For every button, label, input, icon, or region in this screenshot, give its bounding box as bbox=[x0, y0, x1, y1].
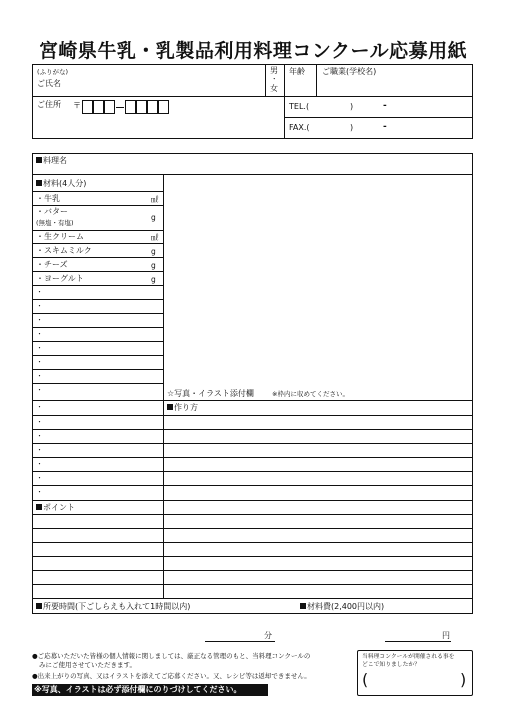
photo-attachment-area[interactable] bbox=[165, 176, 471, 386]
ingredient-unit: ㎖ bbox=[151, 195, 159, 204]
row-line bbox=[32, 257, 163, 258]
dish-name-field[interactable] bbox=[80, 155, 470, 172]
black-square-icon bbox=[36, 603, 42, 609]
occupation-label: ご職業(学校名) bbox=[322, 67, 377, 76]
row-line bbox=[32, 271, 163, 272]
cost-unit: 円 bbox=[442, 631, 450, 640]
row-line bbox=[32, 443, 473, 444]
row-line bbox=[32, 383, 163, 384]
row-line bbox=[32, 369, 163, 370]
item-marker: ・ bbox=[36, 432, 43, 440]
item-marker: ・ bbox=[36, 418, 43, 426]
item-marker: ・ bbox=[36, 372, 43, 380]
point-label: ポイント bbox=[36, 504, 75, 512]
tel-field[interactable] bbox=[313, 100, 468, 115]
row-line bbox=[32, 415, 473, 416]
row-line bbox=[32, 327, 163, 328]
postal-code-box[interactable] bbox=[104, 100, 115, 114]
row-line bbox=[32, 570, 473, 571]
ingredient-unit: g bbox=[151, 261, 156, 270]
age-label: 年齢 bbox=[289, 67, 305, 76]
address-label: ご住所 bbox=[37, 100, 61, 109]
item-marker: ・ bbox=[36, 403, 43, 411]
divider bbox=[32, 400, 473, 401]
survey-question-line1: 当料理コンクールが開催される事を bbox=[362, 654, 455, 660]
row-line bbox=[32, 205, 163, 206]
black-square-icon bbox=[36, 504, 42, 510]
photo-note-line: ●出来上がりの写真、又はイラストを添えてご応募ください。又、レシピ等は返却できません。 bbox=[32, 672, 311, 680]
time-label: 所要時間(下ごしらえも入れて1時間以内) bbox=[36, 603, 190, 611]
row-line bbox=[32, 485, 473, 486]
ingredient-unit: g bbox=[151, 213, 156, 222]
black-square-icon bbox=[36, 180, 42, 186]
cost-label: 材料費(2,400円以内) bbox=[300, 603, 384, 611]
row-line bbox=[32, 584, 473, 585]
ingredient-name: ・バター bbox=[36, 207, 68, 216]
name-label: ご氏名 bbox=[37, 79, 61, 88]
photo-label: ☆写真・イラスト添付欄 bbox=[167, 389, 254, 398]
item-marker: ・ bbox=[36, 330, 43, 338]
postal-code-box[interactable] bbox=[125, 100, 136, 114]
postal-code-box[interactable] bbox=[93, 100, 104, 114]
black-square-icon bbox=[300, 603, 306, 609]
black-square-icon bbox=[167, 404, 173, 410]
ingredient-unit: g bbox=[151, 275, 156, 284]
row-line bbox=[32, 299, 163, 300]
fax-paren-close: ) bbox=[350, 123, 354, 132]
fax-field[interactable] bbox=[313, 121, 468, 136]
divider bbox=[284, 117, 473, 118]
black-square-icon bbox=[36, 157, 42, 163]
item-marker: ・ bbox=[36, 488, 43, 496]
survey-question-line2: どこで知りましたか？ bbox=[362, 662, 420, 668]
cost-underline bbox=[385, 641, 451, 642]
row-line bbox=[32, 313, 163, 314]
cost-field[interactable] bbox=[385, 628, 440, 640]
gender-separator: ・ bbox=[271, 75, 278, 83]
occupation-field[interactable] bbox=[320, 78, 470, 94]
row-line bbox=[32, 355, 163, 356]
row-line bbox=[32, 341, 163, 342]
ingredient-name: ・ヨーグルト bbox=[36, 274, 84, 283]
postal-code-box[interactable] bbox=[158, 100, 169, 114]
photo-note: ※枠内に収めてください。 bbox=[272, 390, 349, 398]
row-line bbox=[32, 285, 163, 286]
row-line bbox=[32, 500, 473, 501]
row-line bbox=[32, 471, 473, 472]
postal-hyphen bbox=[116, 107, 124, 108]
gender-female[interactable]: 女 bbox=[270, 84, 278, 93]
item-marker: ・ bbox=[36, 460, 43, 468]
item-marker: ・ bbox=[36, 316, 43, 324]
survey-paren-open: ( bbox=[362, 670, 369, 689]
row-line bbox=[32, 243, 163, 244]
furigana-label: (ふりがな) bbox=[37, 68, 69, 76]
privacy-note-line1: ●ご応募いただいた皆様の個人情報に関しましては、厳正なる管理のもと、当料理コンクールの bbox=[32, 652, 311, 660]
gender-male[interactable]: 男 bbox=[270, 66, 278, 75]
divider bbox=[316, 64, 317, 97]
divider bbox=[163, 174, 164, 500]
item-marker: ・ bbox=[36, 358, 43, 366]
row-line bbox=[32, 514, 473, 515]
ingredients-label: 材料(4人分) bbox=[36, 180, 86, 188]
row-line bbox=[32, 598, 473, 599]
postal-code-box[interactable] bbox=[147, 100, 158, 114]
divider bbox=[265, 64, 266, 97]
age-field[interactable] bbox=[289, 78, 314, 94]
steps-label: 作り方 bbox=[167, 404, 198, 412]
attachment-notice: ※写真、イラストは必ず添付欄にのりづけしてください。 bbox=[32, 684, 268, 696]
item-marker: ・ bbox=[36, 344, 43, 352]
item-marker: ・ bbox=[36, 386, 43, 394]
postal-mark: 〒 bbox=[73, 101, 81, 110]
item-marker: ・ bbox=[36, 474, 43, 482]
tel-paren-close: ) bbox=[350, 102, 354, 111]
postal-code-box[interactable] bbox=[136, 100, 147, 114]
ingredient-name: ・チーズ bbox=[36, 260, 68, 269]
ingredient-name: ・生クリーム bbox=[36, 232, 84, 241]
tel-dash: - bbox=[383, 101, 387, 111]
row-line bbox=[32, 429, 473, 430]
divider bbox=[284, 64, 285, 139]
item-marker: ・ bbox=[36, 446, 43, 454]
dish-name-label: 料理名 bbox=[36, 157, 67, 165]
postal-code-box[interactable] bbox=[82, 100, 93, 114]
item-marker: ・ bbox=[36, 288, 43, 296]
ingredient-name: ・牛乳 bbox=[36, 194, 60, 203]
ingredient-unit: g bbox=[151, 247, 156, 256]
row-line bbox=[32, 528, 473, 529]
survey-answer-field[interactable] bbox=[372, 674, 458, 690]
row-line bbox=[32, 457, 473, 458]
ingredient-unit: ㎖ bbox=[151, 233, 159, 242]
fax-label: FAX.( bbox=[289, 123, 310, 132]
time-unit: 分 bbox=[264, 631, 272, 640]
row-line bbox=[32, 542, 473, 543]
time-field[interactable] bbox=[205, 628, 263, 640]
time-underline bbox=[205, 641, 275, 642]
form-title: 宮崎県牛乳・乳製品利用料理コンクール応募用紙 bbox=[38, 40, 468, 62]
name-field[interactable] bbox=[70, 67, 262, 94]
address-field[interactable] bbox=[37, 117, 281, 137]
ingredient-note: (無塩・有塩) bbox=[36, 219, 74, 227]
row-line bbox=[32, 556, 473, 557]
fax-dash: - bbox=[383, 122, 387, 132]
row-line bbox=[32, 191, 163, 192]
ingredient-name: ・スキムミルク bbox=[36, 246, 92, 255]
tel-label: TEL.( bbox=[289, 102, 310, 111]
divider bbox=[32, 96, 473, 97]
divider bbox=[32, 174, 473, 175]
survey-paren-close: ) bbox=[460, 670, 467, 689]
row-line bbox=[32, 230, 163, 231]
item-marker: ・ bbox=[36, 302, 43, 310]
privacy-note-line2: みにご使用させていただきます。 bbox=[39, 661, 136, 669]
